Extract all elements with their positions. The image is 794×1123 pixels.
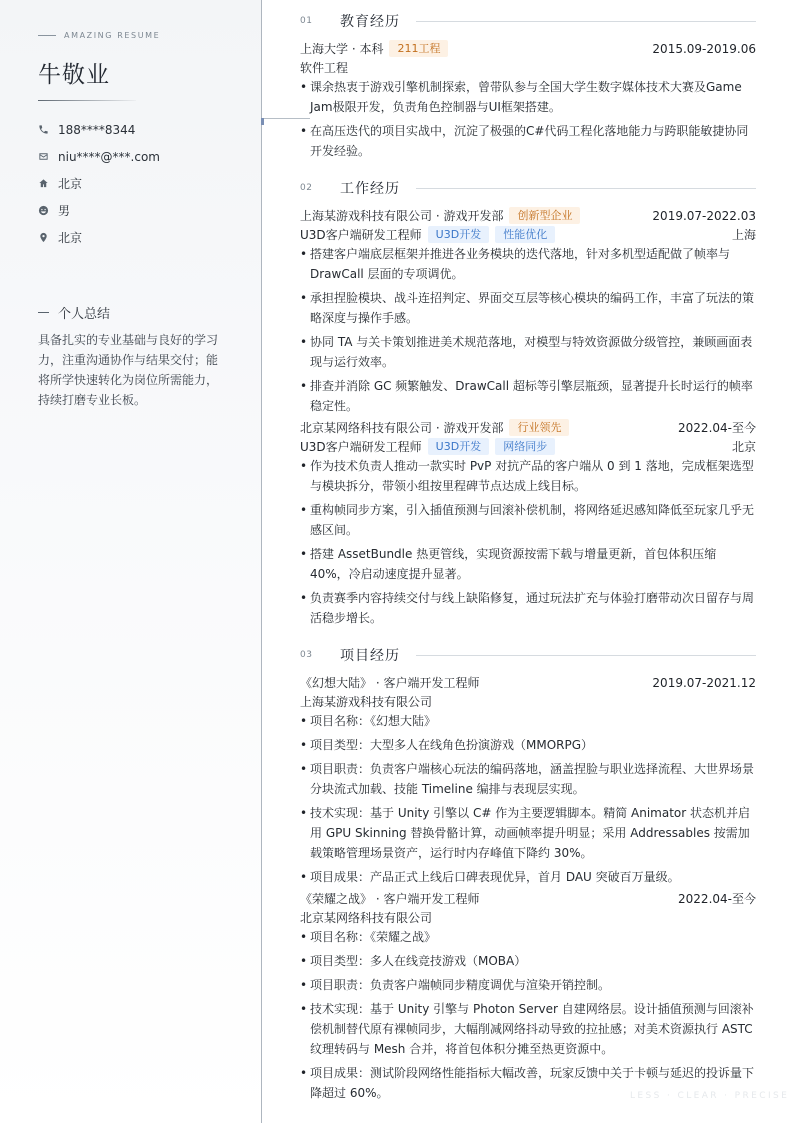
- sidebar: [0, 0, 262, 1123]
- role-left: [300, 226, 555, 243]
- section-title: 教育经历: [340, 14, 400, 30]
- contact-location: [38, 224, 160, 251]
- education-entry: [300, 39, 756, 165]
- skill-tag: U3D开发: [428, 438, 490, 455]
- summary-text: 具备扎实的专业基础与良好的学习力，注重沟通协作与结果交付；能将所学快速转化为岗位所需能力，持续打磨专业长板。: [38, 333, 219, 407]
- bullet-item: • 项目成果：产品正式上线后口碑表现优异，首月 DAU 突破百万量级。: [300, 867, 756, 887]
- bullet-item: • 搭建客户端底层框架并推进各业务模块的迭代落地，针对多机型适配做了帧率与 DrawCall 层面的专项调优。: [300, 244, 756, 284]
- major: 软件工程: [300, 61, 349, 75]
- job-date: 2019.07-2022.03: [652, 208, 756, 223]
- school-name: 上海大学 · 本科: [300, 42, 384, 56]
- job-city: 北京: [731, 440, 756, 454]
- section-number: 03: [300, 650, 313, 660]
- bullet-item: • 项目名称：《荣耀之战》: [300, 927, 756, 947]
- section-number: 02: [300, 183, 313, 193]
- section-rule: [416, 188, 756, 189]
- bullet-item: • 作为技术负责人推动一款实时 PvP 对抗产品的客户端从 0 到 1 落地，完成框架选型与模块拆分，带领小组按里程碑节点达成上线目标。: [300, 456, 756, 496]
- bullet-item: • 负责赛季内容持续交付与线上缺陷修复，通过玩法扩充与体验打磨带动次日留存与周活稳步增长。: [300, 588, 756, 628]
- job-bullets: [300, 244, 756, 416]
- job-role: U3D客户端研发工程师: [300, 228, 422, 242]
- bullet-item: • 课余热衷于游戏引擎机制探索，曾带队参与全国大学生数字媒体技术大赛及Game Jam极限开发，负责角色控制器与UI框架搭建。: [300, 77, 756, 117]
- contact-home: [38, 170, 160, 197]
- contact-gender: [38, 197, 160, 224]
- company-name: 上海某游戏科技有限公司 · 游戏开发部: [300, 209, 504, 223]
- section-title: 工作经历: [340, 181, 400, 197]
- phone-icon: [38, 124, 49, 135]
- project-bullets: [300, 927, 756, 1103]
- sidebar-divider-tick: [261, 118, 264, 125]
- project-company-row: [300, 908, 756, 927]
- project-header: 《幻想大陆》 · 客户端开发工程师: [300, 676, 480, 690]
- work-entry: [300, 418, 756, 632]
- project-bullets: [300, 711, 756, 887]
- bullet-item: • 项目职责：负责客户端核心玩法的编码落地，涵盖捏脸与职业选择流程、大世界场景分块流式加载、技能 Timeline 编排与表现层实现。: [300, 759, 756, 799]
- bullet-item: • 承担捏脸模块、战斗连招判定、界面交互层等核心模块的编码工作，丰富了玩法的策略深度与操作手感。: [300, 288, 756, 328]
- bullet-item: • 协同 TA 与关卡策划推进美术规范落地，对模型与特效资源做分级管控，兼顾画面表现与运行效率。: [300, 332, 756, 372]
- skill-tag: U3D开发: [428, 226, 490, 243]
- project-company: 上海某游戏科技有限公司: [300, 695, 433, 709]
- entry-header-row: [300, 39, 756, 58]
- skill-tag: 性能优化: [495, 226, 555, 243]
- job-city: 上海: [731, 228, 756, 242]
- bullet-item: • 项目名称：《幻想大陆》: [300, 711, 756, 731]
- project-date: 2022.04-至今: [678, 892, 756, 906]
- entry-left: [300, 40, 448, 57]
- name-underline: [38, 100, 136, 101]
- job-bullets: [300, 456, 756, 628]
- company-name: 北京某网络科技有限公司 · 游戏开发部: [300, 421, 504, 435]
- projects-section-header: [300, 645, 756, 665]
- entry-left: [300, 207, 580, 224]
- role-left: [300, 438, 555, 455]
- summary-heading: [38, 303, 110, 322]
- section-number: 01: [300, 16, 313, 26]
- project-entry: [300, 889, 756, 1107]
- project-header: 《荣耀之战》 · 客户端开发工程师: [300, 892, 480, 906]
- company-tag: 创新型企业: [509, 207, 580, 224]
- major-row: [300, 58, 756, 77]
- project-entry: [300, 673, 756, 891]
- section-title: 项目经历: [340, 648, 400, 664]
- candidate-name: 牛敬业: [38, 62, 110, 88]
- section-rule: [416, 655, 756, 656]
- contact-email: [38, 143, 160, 170]
- bullet-item: • 技术实现：基于 Unity 引擎以 C# 作为主要逻辑脚本。精简 Animator 状态机并启用 GPU Skinning 替换骨骼计算，动画帧率提升明显；采用 Addressables 按需加载策略管理场景资产，运行时内存峰值下降约 30%。: [300, 803, 756, 863]
- summary-title: 个人总结: [58, 307, 111, 322]
- bullet-item: • 搭建 AssetBundle 热更管线，实现资源按需下载与增量更新，首包体积压缩 40%，冷启动速度提升显著。: [300, 544, 756, 584]
- education-bullets: [300, 77, 756, 161]
- brand: [38, 31, 160, 40]
- project-company: 北京某网络科技有限公司: [300, 911, 433, 925]
- watermark: LESS · CLEAR · PRECISE: [630, 1091, 790, 1101]
- bullet-item: • 在高压迭代的项目实战中，沉淀了极强的C#代码工程化落地能力与跨职能敏捷协同开发经验。: [300, 121, 756, 161]
- project-date: 2019.07-2021.12: [652, 675, 756, 690]
- phone-text: 188****8344: [58, 122, 136, 137]
- section-rule: [416, 21, 756, 22]
- location-pin-icon: [38, 232, 49, 243]
- home-text: 北京: [58, 177, 83, 191]
- education-date: 2015.09-2019.06: [652, 41, 756, 56]
- brand-text: AMAZING RESUME: [64, 31, 161, 40]
- skill-tag: 网络同步: [495, 438, 555, 455]
- summary-dash: [38, 312, 49, 313]
- company-tag: 行业领先: [509, 419, 569, 436]
- project-company-row: [300, 692, 756, 711]
- job-date: 2022.04-至今: [678, 421, 756, 435]
- school-tag: 211工程: [389, 40, 448, 57]
- contact-list: [38, 116, 160, 251]
- brand-divider: [38, 35, 56, 36]
- bullet-item: • 项目成果：测试阶段网络性能指标大幅改善，玩家反馈中关于卡顿与延迟的投诉量下降超过 60%。: [300, 1063, 756, 1103]
- bullet-item: • 技术实现：基于 Unity 引擎与 Photon Server 自建网络层。设计插值预测与回滚补偿机制替代原有裸帧同步，大幅削减网络抖动导致的拉扯感；对美术资源执行 ASTC 纹理转码与 Mesh 合并，将首包体积分摊至热更资源中。: [300, 999, 756, 1059]
- entry-header-row: [300, 418, 756, 437]
- education-section-header: [300, 11, 756, 31]
- bullet-item: • 项目类型：大型多人在线角色扮演游戏（MMORPG）: [300, 735, 756, 755]
- entry-left: [300, 419, 569, 436]
- role-row: [300, 437, 756, 456]
- face-icon: [38, 205, 49, 216]
- entry-header-row: [300, 889, 756, 908]
- home-icon: [38, 178, 49, 189]
- email-text: niu****@***.com: [58, 149, 160, 164]
- entry-header-row: [300, 673, 756, 692]
- job-role: U3D客户端研发工程师: [300, 440, 422, 454]
- role-row: [300, 225, 756, 244]
- bullet-item: • 项目类型：多人在线竞技游戏（MOBA）: [300, 951, 756, 971]
- bullet-item: • 排查并消除 GC 频繁触发、DrawCall 超标等引擎层瓶颈，显著提升长时运行的帧率稳定性。: [300, 376, 756, 416]
- bullet-item: • 重构帧同步方案，引入插值预测与回滚补偿机制，将网络延迟感知降低至玩家几乎无感区间。: [300, 500, 756, 540]
- work-section-header: [300, 178, 756, 198]
- contact-phone: [38, 116, 160, 143]
- gender-text: 男: [58, 204, 71, 218]
- mail-icon: [38, 151, 49, 162]
- bullet-item: • 项目职责：负责客户端帧同步精度调优与渲染开销控制。: [300, 975, 756, 995]
- entry-header-row: [300, 206, 756, 225]
- work-entry: [300, 206, 756, 420]
- location-text: 北京: [58, 231, 83, 245]
